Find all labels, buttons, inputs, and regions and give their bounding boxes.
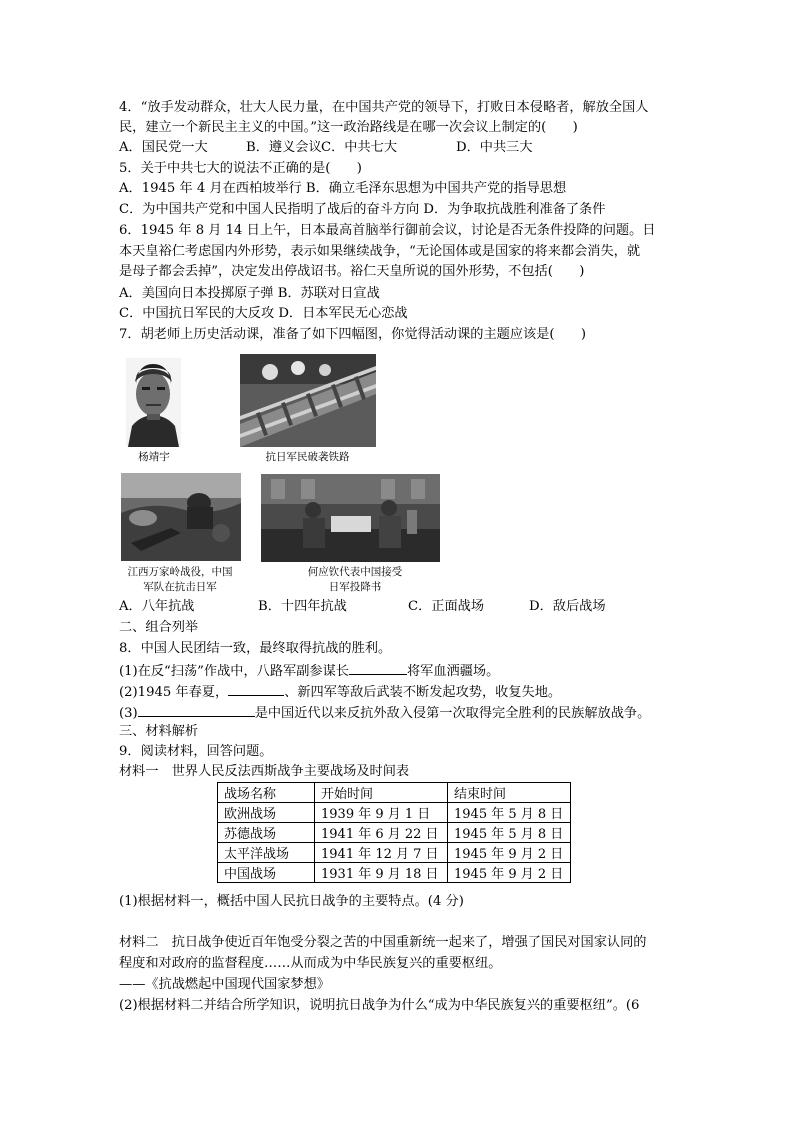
material-2-line2: 程度和对政府的监督程度……从而成为中华民族复兴的重要枢纽。 [119, 956, 502, 971]
battle-image [121, 473, 241, 561]
q5-stem: 5．关于中共七大的说法不正确的是( ) [119, 161, 362, 176]
table-cell: 1945 年 5 月 8 日 [448, 823, 571, 843]
q8-part1-text-b: 将军血洒疆场。 [406, 664, 500, 679]
q8-blank-2[interactable] [228, 681, 284, 696]
q6-line1: 6．1945 年 8 月 14 日上午，日本最高首脑举行御前会议，讨论是否无条件投降的问题。日 [119, 223, 656, 238]
table-cell: 1941 年 6 月 22 日 [315, 823, 448, 843]
table-cell: 1945 年 5 月 8 日 [448, 803, 571, 823]
caption-jiangxi-1: 江西万家岭战役，中国 [127, 566, 233, 578]
q9-part2: (2)根据材料二并结合所学知识，说明抗日战争为什么“成为中华民族复兴的重要枢纽”。(6 [119, 998, 640, 1013]
q8-blank-1[interactable] [349, 660, 407, 675]
table-cell: 欧洲战场 [218, 803, 315, 823]
material-2-line1: 材料二 抗日战争使近百年饱受分裂之苦的中国重新统一起来了，增强了国民对国家认同的 [119, 935, 647, 950]
table-row [218, 843, 571, 863]
surrender-photo [261, 474, 440, 562]
battlefield-table [217, 782, 571, 883]
q4-option-d: D．中共三大 [456, 140, 533, 155]
q8-part3 [119, 702, 650, 724]
caption-he-1: 何应钦代表中国接受 [307, 566, 403, 578]
table-header: 开始时间 [315, 783, 448, 803]
q7-options [119, 597, 606, 617]
battle-photo [121, 473, 241, 561]
q5-options-cd: C．为中国共产党和中国人民指明了战后的奋斗方向 D．为争取抗战胜利准备了条件 [119, 202, 606, 217]
q4-option-c: C．中共七大 [321, 140, 398, 155]
q6-options-ab: A．美国向日本投掷原子弹 B．苏联对日宣战 [119, 286, 380, 301]
q8-stem: 8．中国人民团结一致，最终取得抗战的胜利。 [119, 641, 392, 656]
table-row [218, 823, 571, 843]
table-header: 结束时间 [448, 783, 571, 803]
q4-line1: 4．“放手发动群众，壮大人民力量，在中国共产党的领导下，打败日本侵略者，解放全国人 [119, 100, 649, 115]
q7-option-c: C．正面战场 [408, 599, 485, 614]
q9-part1: (1)根据材料一，概括中国人民抗日战争的主要特点。(4 分) [119, 894, 464, 909]
q6-options-cd: C．中国抗日军民的大反攻 D．日本军民无心恋战 [119, 306, 408, 321]
table-cell: 1931 年 9 月 18 日 [315, 863, 448, 883]
caption-yang: 杨靖宇 [138, 451, 170, 463]
q8-blank-3[interactable] [138, 702, 255, 717]
table-cell: 太平洋战场 [218, 843, 315, 863]
caption-rail: 抗日军民破袭铁路 [265, 451, 350, 463]
section-2-heading: 二、组合列举 [119, 620, 199, 635]
q7-option-b: B．十四年抗战 [258, 599, 347, 614]
table-cell: 苏德战场 [218, 823, 315, 843]
q8-part3-text-a: (3) [119, 706, 138, 721]
material-2-source: ——《抗战燃起中国现代国家梦想》 [119, 977, 330, 992]
table-cell: 1939 年 9 月 1 日 [315, 803, 448, 823]
q8-part1 [119, 660, 499, 682]
q4-option-a: A．国民党一大 [119, 140, 208, 155]
q8-part2-text-b: 、新四军等敌后武装不断发起攻势，收复失地。 [284, 685, 562, 700]
q7-option-a: A．八年抗战 [119, 599, 195, 614]
material-1-title: 材料一 世界人民反法西斯战争主要战场及时间表 [119, 764, 410, 779]
q6-line3: 是母子都会丢掉”，决定发出停战诏书。裕仁天皇所说的国外形势，不包括( ) [119, 264, 585, 279]
q7-option-d: D．敌后战场 [529, 599, 606, 614]
table-row [218, 803, 571, 823]
surrender-image [261, 474, 440, 562]
q8-part3-text-b: 是中国近代以来反抗外敌入侵第一次取得完全胜利的民族解放战争。 [254, 706, 651, 721]
q4-line2: 民，建立一个新民主主义的中国。”这一政治路线是在哪一次会议上制定的( ) [119, 120, 578, 135]
portrait-photo [126, 358, 181, 447]
q8-part1-text-a: (1)在反“扫荡”作战中，八路军副参谋长 [119, 664, 349, 679]
q4-options [119, 138, 533, 158]
section-3-heading: 三、材料解析 [119, 724, 199, 739]
table-header-row [218, 783, 571, 803]
caption-he-2: 日军投降书 [328, 581, 382, 593]
table-cell: 1945 年 9 月 2 日 [448, 863, 571, 883]
caption-jiangxi-2: 军队在抗击日军 [143, 581, 217, 593]
railway-photo [240, 354, 376, 447]
portrait-image [126, 358, 181, 447]
q5-options-ab: A．1945 年 4 月在西柏坡举行 B．确立毛泽东思想为中国共产党的指导思想 [119, 181, 567, 196]
q6-line2: 本天皇裕仁考虑国内外形势，表示如果继续战争，“无论国体或是国家的将来都会消失，就 [119, 244, 641, 259]
q8-part2 [119, 681, 561, 703]
q9-stem: 9．阅读材料，回答问题。 [119, 744, 273, 759]
table-header: 战场名称 [218, 783, 315, 803]
table-cell: 中国战场 [218, 863, 315, 883]
q8-part2-text-a: (2)1945 年春夏， [119, 685, 229, 700]
table-cell: 1941 年 12 月 7 日 [315, 843, 448, 863]
railway-image [240, 354, 376, 447]
q7-stem: 7．胡老师上历史活动课，准备了如下四幅图，你觉得活动课的主题应该是( ) [119, 327, 587, 342]
table-row [218, 863, 571, 883]
table-cell: 1945 年 9 月 2 日 [448, 843, 571, 863]
q4-option-b: B．遵义会议 [246, 140, 322, 155]
